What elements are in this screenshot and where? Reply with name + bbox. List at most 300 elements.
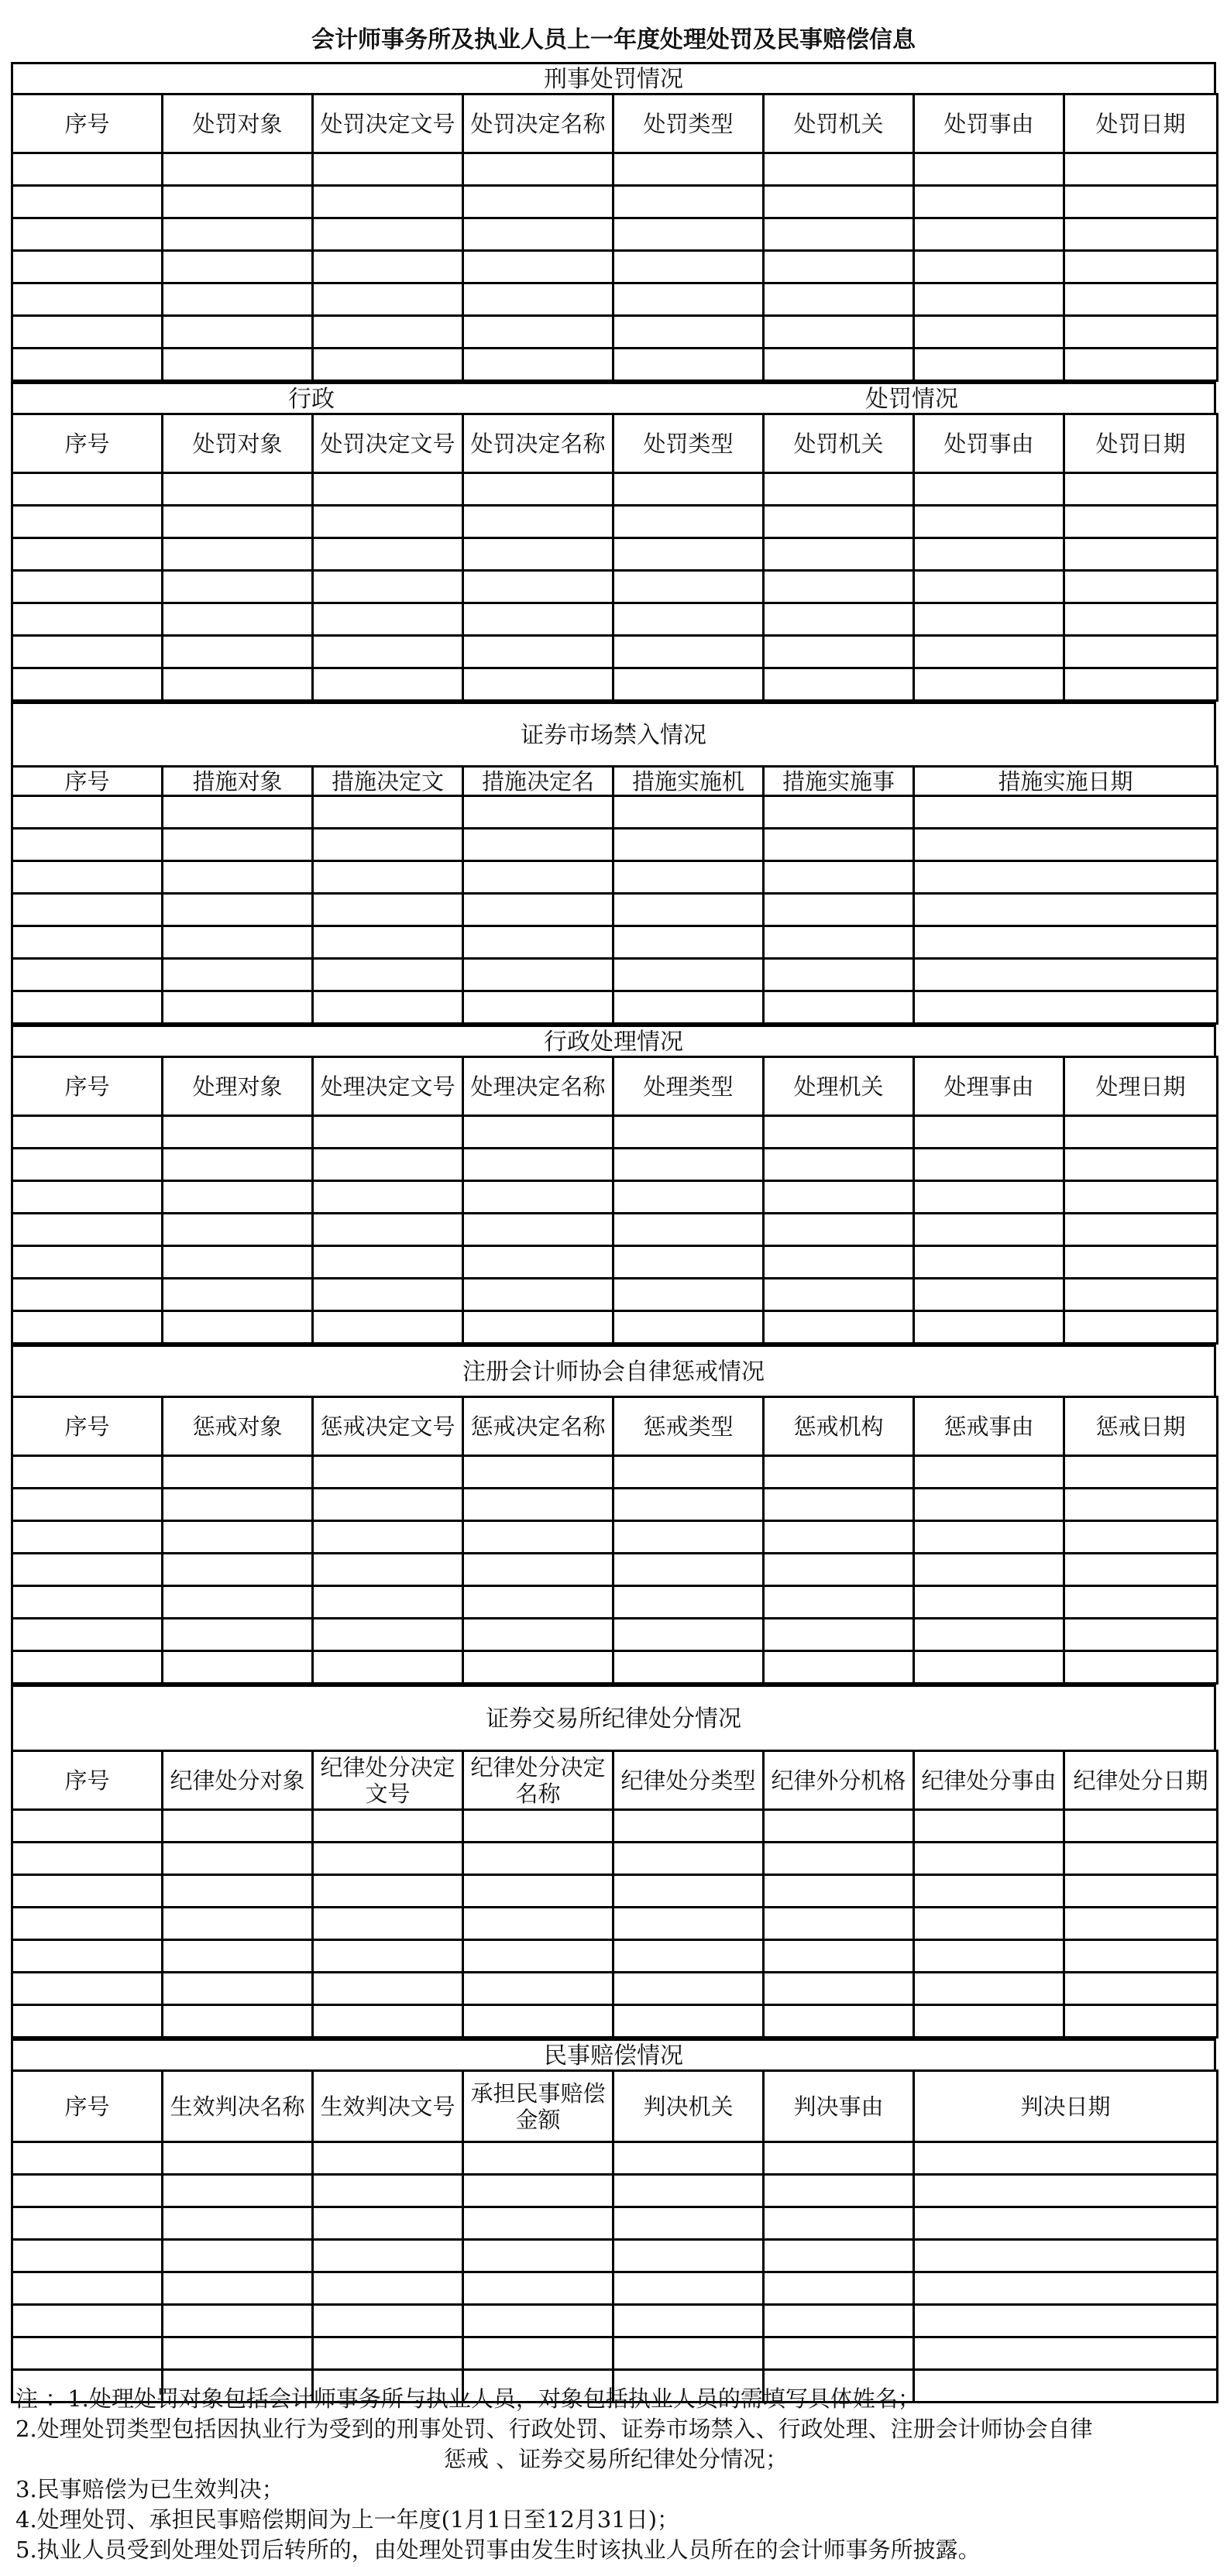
table-cell[interactable] bbox=[12, 1651, 163, 1684]
table-cell[interactable] bbox=[914, 2142, 1218, 2175]
table-cell[interactable] bbox=[12, 2305, 163, 2337]
table-cell[interactable] bbox=[313, 186, 463, 218]
table-cell[interactable] bbox=[12, 1311, 163, 1344]
table-cell[interactable] bbox=[764, 1181, 914, 1214]
table-cell[interactable] bbox=[463, 636, 614, 668]
table-cell[interactable] bbox=[463, 1908, 614, 1940]
table-cell[interactable] bbox=[614, 1843, 764, 1875]
table-cell[interactable] bbox=[914, 959, 1218, 991]
table-cell[interactable] bbox=[764, 861, 914, 894]
table-cell[interactable] bbox=[313, 1521, 463, 1554]
table-cell[interactable] bbox=[614, 316, 764, 349]
table-cell[interactable] bbox=[12, 153, 163, 186]
table-cell[interactable] bbox=[764, 1973, 914, 2005]
table-cell[interactable] bbox=[914, 1311, 1064, 1344]
table-cell[interactable] bbox=[463, 1875, 614, 1908]
table-cell[interactable] bbox=[914, 506, 1064, 538]
table-cell[interactable] bbox=[914, 2207, 1218, 2240]
table-cell[interactable] bbox=[914, 251, 1064, 283]
table-cell[interactable] bbox=[914, 153, 1064, 186]
table-cell[interactable] bbox=[313, 1214, 463, 1246]
table-cell[interactable] bbox=[764, 1116, 914, 1149]
table-cell[interactable] bbox=[12, 1214, 163, 1246]
table-cell[interactable] bbox=[914, 1875, 1064, 1908]
table-cell[interactable] bbox=[313, 668, 463, 701]
table-cell[interactable] bbox=[463, 186, 614, 218]
table-cell[interactable] bbox=[463, 1521, 614, 1554]
table-cell[interactable] bbox=[163, 2337, 313, 2370]
table-cell[interactable] bbox=[914, 1619, 1064, 1651]
table-cell[interactable] bbox=[12, 1875, 163, 1908]
table-cell[interactable] bbox=[463, 1651, 614, 1684]
table-cell[interactable] bbox=[914, 2240, 1218, 2272]
table-cell[interactable] bbox=[163, 349, 313, 381]
table-cell[interactable] bbox=[1064, 1489, 1218, 1521]
table-cell[interactable] bbox=[614, 349, 764, 381]
table-cell[interactable] bbox=[614, 1214, 764, 1246]
table-cell[interactable] bbox=[12, 1181, 163, 1214]
table-cell[interactable] bbox=[764, 926, 914, 959]
table-cell[interactable] bbox=[163, 1181, 313, 1214]
table-cell[interactable] bbox=[914, 218, 1064, 251]
table-cell[interactable] bbox=[614, 796, 764, 829]
table-cell[interactable] bbox=[313, 283, 463, 316]
table-cell[interactable] bbox=[1064, 1973, 1218, 2005]
table-cell[interactable] bbox=[313, 861, 463, 894]
table-cell[interactable] bbox=[1064, 1456, 1218, 1489]
table-cell[interactable] bbox=[313, 1875, 463, 1908]
table-cell[interactable] bbox=[764, 829, 914, 861]
table-cell[interactable] bbox=[1064, 1181, 1218, 1214]
table-cell[interactable] bbox=[163, 1279, 313, 1311]
table-cell[interactable] bbox=[163, 668, 313, 701]
table-cell[interactable] bbox=[463, 506, 614, 538]
table-cell[interactable] bbox=[12, 2175, 163, 2207]
table-cell[interactable] bbox=[614, 829, 764, 861]
table-cell[interactable] bbox=[12, 538, 163, 571]
table-cell[interactable] bbox=[163, 153, 313, 186]
table-cell[interactable] bbox=[12, 2337, 163, 2370]
table-cell[interactable] bbox=[614, 1875, 764, 1908]
table-cell[interactable] bbox=[914, 796, 1218, 829]
table-cell[interactable] bbox=[764, 538, 914, 571]
table-cell[interactable] bbox=[463, 571, 614, 603]
table-cell[interactable] bbox=[764, 1554, 914, 1586]
table-cell[interactable] bbox=[1064, 283, 1218, 316]
table-cell[interactable] bbox=[764, 349, 914, 381]
table-cell[interactable] bbox=[163, 1619, 313, 1651]
table-cell[interactable] bbox=[764, 473, 914, 506]
table-cell[interactable] bbox=[914, 2005, 1064, 2038]
table-cell[interactable] bbox=[614, 283, 764, 316]
table-cell[interactable] bbox=[313, 1651, 463, 1684]
table-cell[interactable] bbox=[463, 1619, 614, 1651]
table-cell[interactable] bbox=[1064, 1875, 1218, 1908]
table-cell[interactable] bbox=[313, 1586, 463, 1619]
table-cell[interactable] bbox=[163, 2207, 313, 2240]
table-cell[interactable] bbox=[12, 349, 163, 381]
table-cell[interactable] bbox=[313, 636, 463, 668]
table-cell[interactable] bbox=[12, 636, 163, 668]
table-cell[interactable] bbox=[764, 186, 914, 218]
table-cell[interactable] bbox=[463, 2207, 614, 2240]
table-cell[interactable] bbox=[614, 2207, 764, 2240]
table-cell[interactable] bbox=[1064, 1843, 1218, 1875]
table-cell[interactable] bbox=[914, 1116, 1064, 1149]
table-cell[interactable] bbox=[12, 668, 163, 701]
table-cell[interactable] bbox=[163, 1489, 313, 1521]
table-cell[interactable] bbox=[1064, 1940, 1218, 1973]
table-cell[interactable] bbox=[163, 1810, 313, 1843]
table-cell[interactable] bbox=[12, 2272, 163, 2305]
table-cell[interactable] bbox=[163, 1843, 313, 1875]
table-cell[interactable] bbox=[614, 251, 764, 283]
table-cell[interactable] bbox=[313, 153, 463, 186]
table-cell[interactable] bbox=[463, 2305, 614, 2337]
table-cell[interactable] bbox=[463, 1279, 614, 1311]
table-cell[interactable] bbox=[463, 1810, 614, 1843]
table-cell[interactable] bbox=[12, 991, 163, 1024]
table-cell[interactable] bbox=[614, 1908, 764, 1940]
table-cell[interactable] bbox=[12, 283, 163, 316]
table-cell[interactable] bbox=[12, 186, 163, 218]
table-cell[interactable] bbox=[614, 2005, 764, 2038]
table-cell[interactable] bbox=[764, 506, 914, 538]
table-cell[interactable] bbox=[163, 473, 313, 506]
table-cell[interactable] bbox=[614, 1521, 764, 1554]
table-cell[interactable] bbox=[764, 2207, 914, 2240]
table-cell[interactable] bbox=[12, 1908, 163, 1940]
table-cell[interactable] bbox=[12, 2240, 163, 2272]
table-cell[interactable] bbox=[313, 829, 463, 861]
table-cell[interactable] bbox=[764, 1456, 914, 1489]
table-cell[interactable] bbox=[764, 894, 914, 926]
table-cell[interactable] bbox=[764, 2305, 914, 2337]
table-cell[interactable] bbox=[313, 1619, 463, 1651]
table-cell[interactable] bbox=[764, 636, 914, 668]
table-cell[interactable] bbox=[313, 1246, 463, 1279]
table-cell[interactable] bbox=[163, 538, 313, 571]
table-cell[interactable] bbox=[764, 1279, 914, 1311]
table-cell[interactable] bbox=[614, 2305, 764, 2337]
table-cell[interactable] bbox=[764, 603, 914, 636]
table-cell[interactable] bbox=[12, 1973, 163, 2005]
table-cell[interactable] bbox=[614, 636, 764, 668]
table-cell[interactable] bbox=[12, 2207, 163, 2240]
table-cell[interactable] bbox=[764, 1843, 914, 1875]
table-cell[interactable] bbox=[463, 894, 614, 926]
table-cell[interactable] bbox=[1064, 1521, 1218, 1554]
table-cell[interactable] bbox=[614, 1246, 764, 1279]
table-cell[interactable] bbox=[463, 2142, 614, 2175]
table-cell[interactable] bbox=[12, 1619, 163, 1651]
table-cell[interactable] bbox=[1064, 153, 1218, 186]
table-cell[interactable] bbox=[463, 668, 614, 701]
table-cell[interactable] bbox=[313, 1456, 463, 1489]
table-cell[interactable] bbox=[764, 571, 914, 603]
table-cell[interactable] bbox=[914, 186, 1064, 218]
table-cell[interactable] bbox=[914, 1651, 1064, 1684]
table-cell[interactable] bbox=[12, 1246, 163, 1279]
table-cell[interactable] bbox=[163, 1908, 313, 1940]
table-cell[interactable] bbox=[313, 506, 463, 538]
table-cell[interactable] bbox=[463, 1940, 614, 1973]
table-cell[interactable] bbox=[313, 894, 463, 926]
table-cell[interactable] bbox=[764, 1810, 914, 1843]
table-cell[interactable] bbox=[12, 1521, 163, 1554]
table-cell[interactable] bbox=[1064, 1311, 1218, 1344]
table-cell[interactable] bbox=[313, 1940, 463, 1973]
table-cell[interactable] bbox=[463, 251, 614, 283]
table-cell[interactable] bbox=[163, 1456, 313, 1489]
table-cell[interactable] bbox=[313, 2142, 463, 2175]
table-cell[interactable] bbox=[463, 1586, 614, 1619]
table-cell[interactable] bbox=[463, 1843, 614, 1875]
table-cell[interactable] bbox=[163, 796, 313, 829]
table-cell[interactable] bbox=[914, 1521, 1064, 1554]
table-cell[interactable] bbox=[764, 2337, 914, 2370]
table-cell[interactable] bbox=[1064, 636, 1218, 668]
table-cell[interactable] bbox=[614, 2337, 764, 2370]
table-cell[interactable] bbox=[313, 2005, 463, 2038]
table-cell[interactable] bbox=[614, 2272, 764, 2305]
table-cell[interactable] bbox=[764, 1586, 914, 1619]
table-cell[interactable] bbox=[614, 186, 764, 218]
table-cell[interactable] bbox=[614, 894, 764, 926]
table-cell[interactable] bbox=[163, 506, 313, 538]
table-cell[interactable] bbox=[463, 959, 614, 991]
table-cell[interactable] bbox=[463, 1489, 614, 1521]
table-cell[interactable] bbox=[163, 829, 313, 861]
table-cell[interactable] bbox=[614, 1940, 764, 1973]
table-cell[interactable] bbox=[914, 636, 1064, 668]
table-cell[interactable] bbox=[463, 861, 614, 894]
table-cell[interactable] bbox=[463, 1246, 614, 1279]
table-cell[interactable] bbox=[12, 316, 163, 349]
table-cell[interactable] bbox=[614, 218, 764, 251]
table-cell[interactable] bbox=[163, 1246, 313, 1279]
table-cell[interactable] bbox=[313, 2337, 463, 2370]
table-cell[interactable] bbox=[914, 1973, 1064, 2005]
table-cell[interactable] bbox=[1064, 1908, 1218, 1940]
table-cell[interactable] bbox=[1064, 218, 1218, 251]
table-cell[interactable] bbox=[1064, 1149, 1218, 1181]
table-cell[interactable] bbox=[1064, 1279, 1218, 1311]
table-cell[interactable] bbox=[1064, 1554, 1218, 1586]
table-cell[interactable] bbox=[12, 473, 163, 506]
table-cell[interactable] bbox=[914, 538, 1064, 571]
table-cell[interactable] bbox=[914, 603, 1064, 636]
table-cell[interactable] bbox=[463, 2175, 614, 2207]
table-cell[interactable] bbox=[12, 1554, 163, 1586]
table-cell[interactable] bbox=[163, 1651, 313, 1684]
table-cell[interactable] bbox=[1064, 1619, 1218, 1651]
table-cell[interactable] bbox=[1064, 316, 1218, 349]
table-cell[interactable] bbox=[463, 603, 614, 636]
table-cell[interactable] bbox=[12, 251, 163, 283]
table-cell[interactable] bbox=[12, 603, 163, 636]
table-cell[interactable] bbox=[914, 1181, 1064, 1214]
table-cell[interactable] bbox=[163, 1554, 313, 1586]
table-cell[interactable] bbox=[1064, 1651, 1218, 1684]
table-cell[interactable] bbox=[163, 1973, 313, 2005]
table-cell[interactable] bbox=[914, 991, 1218, 1024]
table-cell[interactable] bbox=[1064, 538, 1218, 571]
table-cell[interactable] bbox=[1064, 1116, 1218, 1149]
table-cell[interactable] bbox=[313, 251, 463, 283]
table-cell[interactable] bbox=[12, 1940, 163, 1973]
table-cell[interactable] bbox=[914, 1843, 1064, 1875]
table-cell[interactable] bbox=[463, 2240, 614, 2272]
table-cell[interactable] bbox=[914, 2272, 1218, 2305]
table-cell[interactable] bbox=[12, 506, 163, 538]
table-cell[interactable] bbox=[12, 571, 163, 603]
table-cell[interactable] bbox=[313, 349, 463, 381]
table-cell[interactable] bbox=[313, 1843, 463, 1875]
table-cell[interactable] bbox=[614, 571, 764, 603]
table-cell[interactable] bbox=[764, 1149, 914, 1181]
table-cell[interactable] bbox=[614, 153, 764, 186]
table-cell[interactable] bbox=[764, 251, 914, 283]
table-cell[interactable] bbox=[614, 1311, 764, 1344]
table-cell[interactable] bbox=[914, 1554, 1064, 1586]
table-cell[interactable] bbox=[163, 1116, 313, 1149]
table-cell[interactable] bbox=[313, 473, 463, 506]
table-cell[interactable] bbox=[914, 1489, 1064, 1521]
table-cell[interactable] bbox=[163, 1940, 313, 1973]
table-cell[interactable] bbox=[12, 2005, 163, 2038]
table-cell[interactable] bbox=[1064, 1810, 1218, 1843]
table-cell[interactable] bbox=[764, 316, 914, 349]
table-cell[interactable] bbox=[463, 796, 614, 829]
table-cell[interactable] bbox=[1064, 473, 1218, 506]
table-cell[interactable] bbox=[463, 926, 614, 959]
table-cell[interactable] bbox=[614, 2240, 764, 2272]
table-cell[interactable] bbox=[463, 1456, 614, 1489]
table-cell[interactable] bbox=[313, 2240, 463, 2272]
table-cell[interactable] bbox=[12, 1586, 163, 1619]
table-cell[interactable] bbox=[914, 571, 1064, 603]
table-cell[interactable] bbox=[614, 1586, 764, 1619]
table-cell[interactable] bbox=[163, 1586, 313, 1619]
table-cell[interactable] bbox=[764, 1246, 914, 1279]
table-cell[interactable] bbox=[12, 1116, 163, 1149]
table-cell[interactable] bbox=[163, 959, 313, 991]
table-cell[interactable] bbox=[463, 1181, 614, 1214]
table-cell[interactable] bbox=[1064, 571, 1218, 603]
table-cell[interactable] bbox=[313, 1149, 463, 1181]
table-cell[interactable] bbox=[163, 283, 313, 316]
table-cell[interactable] bbox=[463, 473, 614, 506]
table-cell[interactable] bbox=[163, 316, 313, 349]
table-cell[interactable] bbox=[163, 186, 313, 218]
table-cell[interactable] bbox=[163, 2175, 313, 2207]
table-cell[interactable] bbox=[764, 218, 914, 251]
table-cell[interactable] bbox=[12, 829, 163, 861]
table-cell[interactable] bbox=[1064, 1214, 1218, 1246]
table-cell[interactable] bbox=[764, 2240, 914, 2272]
table-cell[interactable] bbox=[764, 2142, 914, 2175]
table-cell[interactable] bbox=[914, 1940, 1064, 1973]
table-cell[interactable] bbox=[12, 959, 163, 991]
table-cell[interactable] bbox=[914, 926, 1218, 959]
table-cell[interactable] bbox=[313, 571, 463, 603]
table-cell[interactable] bbox=[12, 796, 163, 829]
table-cell[interactable] bbox=[614, 926, 764, 959]
table-cell[interactable] bbox=[313, 991, 463, 1024]
table-cell[interactable] bbox=[163, 636, 313, 668]
table-cell[interactable] bbox=[764, 1651, 914, 1684]
table-cell[interactable] bbox=[12, 1843, 163, 1875]
table-cell[interactable] bbox=[163, 926, 313, 959]
table-cell[interactable] bbox=[463, 153, 614, 186]
table-cell[interactable] bbox=[463, 218, 614, 251]
table-cell[interactable] bbox=[463, 1214, 614, 1246]
table-cell[interactable] bbox=[163, 2272, 313, 2305]
table-cell[interactable] bbox=[463, 1973, 614, 2005]
table-cell[interactable] bbox=[764, 1619, 914, 1651]
table-cell[interactable] bbox=[614, 1279, 764, 1311]
table-cell[interactable] bbox=[463, 2272, 614, 2305]
table-cell[interactable] bbox=[463, 349, 614, 381]
table-cell[interactable] bbox=[914, 1279, 1064, 1311]
table-cell[interactable] bbox=[163, 1521, 313, 1554]
table-cell[interactable] bbox=[163, 603, 313, 636]
table-cell[interactable] bbox=[614, 1456, 764, 1489]
table-cell[interactable] bbox=[12, 1149, 163, 1181]
table-cell[interactable] bbox=[914, 1214, 1064, 1246]
table-cell[interactable] bbox=[163, 2240, 313, 2272]
table-cell[interactable] bbox=[614, 861, 764, 894]
table-cell[interactable] bbox=[463, 538, 614, 571]
table-cell[interactable] bbox=[163, 991, 313, 1024]
table-cell[interactable] bbox=[313, 1181, 463, 1214]
table-cell[interactable] bbox=[313, 959, 463, 991]
table-cell[interactable] bbox=[463, 829, 614, 861]
table-cell[interactable] bbox=[614, 2175, 764, 2207]
table-cell[interactable] bbox=[914, 349, 1064, 381]
table-cell[interactable] bbox=[12, 1489, 163, 1521]
table-cell[interactable] bbox=[463, 316, 614, 349]
table-cell[interactable] bbox=[914, 1456, 1064, 1489]
table-cell[interactable] bbox=[914, 668, 1064, 701]
table-cell[interactable] bbox=[614, 1619, 764, 1651]
table-cell[interactable] bbox=[914, 473, 1064, 506]
table-cell[interactable] bbox=[614, 1651, 764, 1684]
table-cell[interactable] bbox=[614, 1181, 764, 1214]
table-cell[interactable] bbox=[463, 1149, 614, 1181]
table-cell[interactable] bbox=[764, 796, 914, 829]
table-cell[interactable] bbox=[914, 861, 1218, 894]
table-cell[interactable] bbox=[914, 1908, 1064, 1940]
table-cell[interactable] bbox=[463, 1311, 614, 1344]
table-cell[interactable] bbox=[914, 829, 1218, 861]
table-cell[interactable] bbox=[313, 603, 463, 636]
table-cell[interactable] bbox=[1064, 668, 1218, 701]
table-cell[interactable] bbox=[1064, 251, 1218, 283]
table-cell[interactable] bbox=[914, 2337, 1218, 2370]
table-cell[interactable] bbox=[1064, 349, 1218, 381]
table-cell[interactable] bbox=[614, 603, 764, 636]
table-cell[interactable] bbox=[614, 1554, 764, 1586]
table-cell[interactable] bbox=[313, 2272, 463, 2305]
table-cell[interactable] bbox=[463, 1554, 614, 1586]
table-cell[interactable] bbox=[313, 1311, 463, 1344]
table-cell[interactable] bbox=[1064, 506, 1218, 538]
table-cell[interactable] bbox=[163, 571, 313, 603]
table-cell[interactable] bbox=[764, 1940, 914, 1973]
table-cell[interactable] bbox=[914, 1586, 1064, 1619]
